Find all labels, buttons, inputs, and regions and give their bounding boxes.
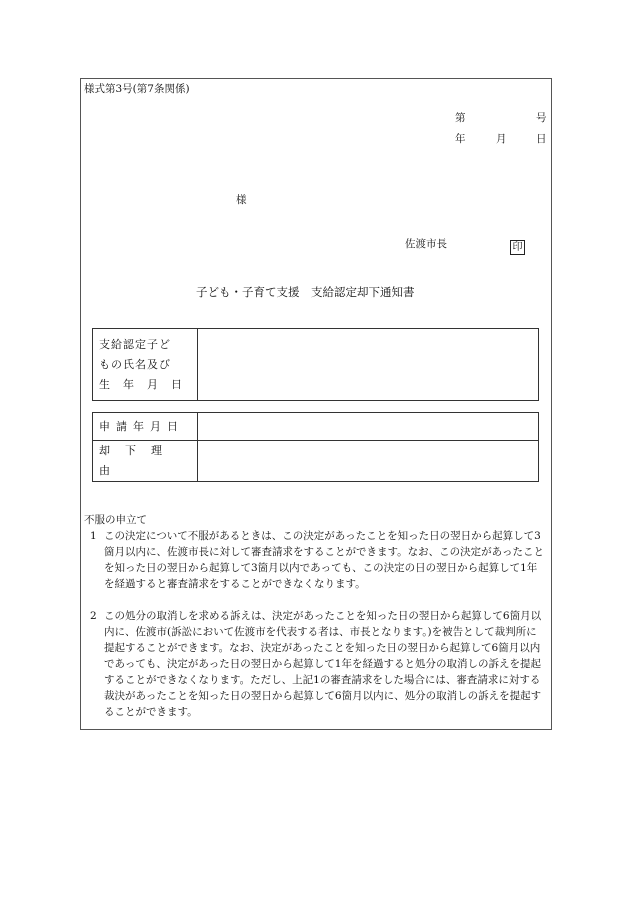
appeal-section — [84, 512, 546, 720]
child-label-line-3 — [99, 375, 183, 395]
child-value-cell[interactable] — [198, 329, 539, 401]
child-info-table — [92, 328, 539, 401]
appeal-item-1-text: この決定について不服があるときは、この決定があったことを知った日の翌日から起算して3箇月以内に、佐渡市長に対して審査請求をすることができます。なお、この決定があったことを知った日の翌日から起算して3箇月以内であっても、この決定の日の翌日から起算して1年を経過すると審査請求をすることができなくなります。 — [104, 530, 545, 590]
appeal-spacer — [84, 592, 546, 608]
addressee-suffix: 様 — [236, 194, 247, 206]
appeal-item-2-number: 2 — [90, 610, 97, 622]
rejection-reason-label: 却下理由 — [99, 444, 177, 477]
appeal-heading: 不服の申立て — [84, 514, 147, 526]
child-label-text-3: 生 年 月 日 — [99, 377, 183, 391]
date-day: 日 — [536, 133, 547, 145]
seal-mark — [510, 235, 525, 255]
child-label-text-1: 支給認定子ど — [99, 337, 171, 351]
application-date-value-cell[interactable] — [198, 413, 539, 441]
child-label-line-1 — [99, 335, 183, 355]
rejection-reason-label-cell — [93, 441, 198, 482]
application-table — [92, 412, 539, 482]
seal-text: 印 — [510, 240, 525, 255]
rejection-reason-value-cell[interactable] — [198, 441, 539, 482]
appeal-item-1-number: 1 — [90, 530, 97, 542]
child-label-cell — [93, 329, 198, 401]
child-label-line-2 — [99, 355, 183, 375]
document-title: 子ども・子育て支援 支給認定却下通知書 — [196, 285, 415, 299]
appeal-item-2 — [84, 608, 546, 720]
appeal-item-1 — [84, 528, 546, 592]
form-number: 様式第3号(第7条関係) — [84, 83, 190, 95]
application-date-label-cell — [93, 413, 198, 441]
issuer-name: 佐渡市長 — [405, 238, 447, 250]
date-month: 月 — [496, 133, 507, 145]
doc-number-suffix: 号 — [536, 112, 547, 124]
child-label-text-2: もの氏名及び — [99, 357, 171, 371]
date-year: 年 — [455, 133, 466, 145]
application-date-label: 申請年月日 — [99, 419, 184, 433]
doc-number-prefix: 第 — [455, 112, 466, 124]
appeal-item-2-text: この処分の取消しを求める訴えは、決定があったことを知った日の翌日から起算して6箇月以内に、佐渡市(訴訟において佐渡市を代表する者は、市長となります。)を被告として裁判所に提起することができます。なお、決定があったことを知った日の翌日から起算して6箇月以内であっても、決定があった日の翌日から起算して1年を経過すると処分の取消しの訴えを提起することができなくなります。ただし、上記1の審査請求をした場合には、審査請求に対する裁決があったことを知った日の翌日から起算して6箇月以内に、処分の取消しの訴えを提起することができます。 — [104, 610, 542, 718]
